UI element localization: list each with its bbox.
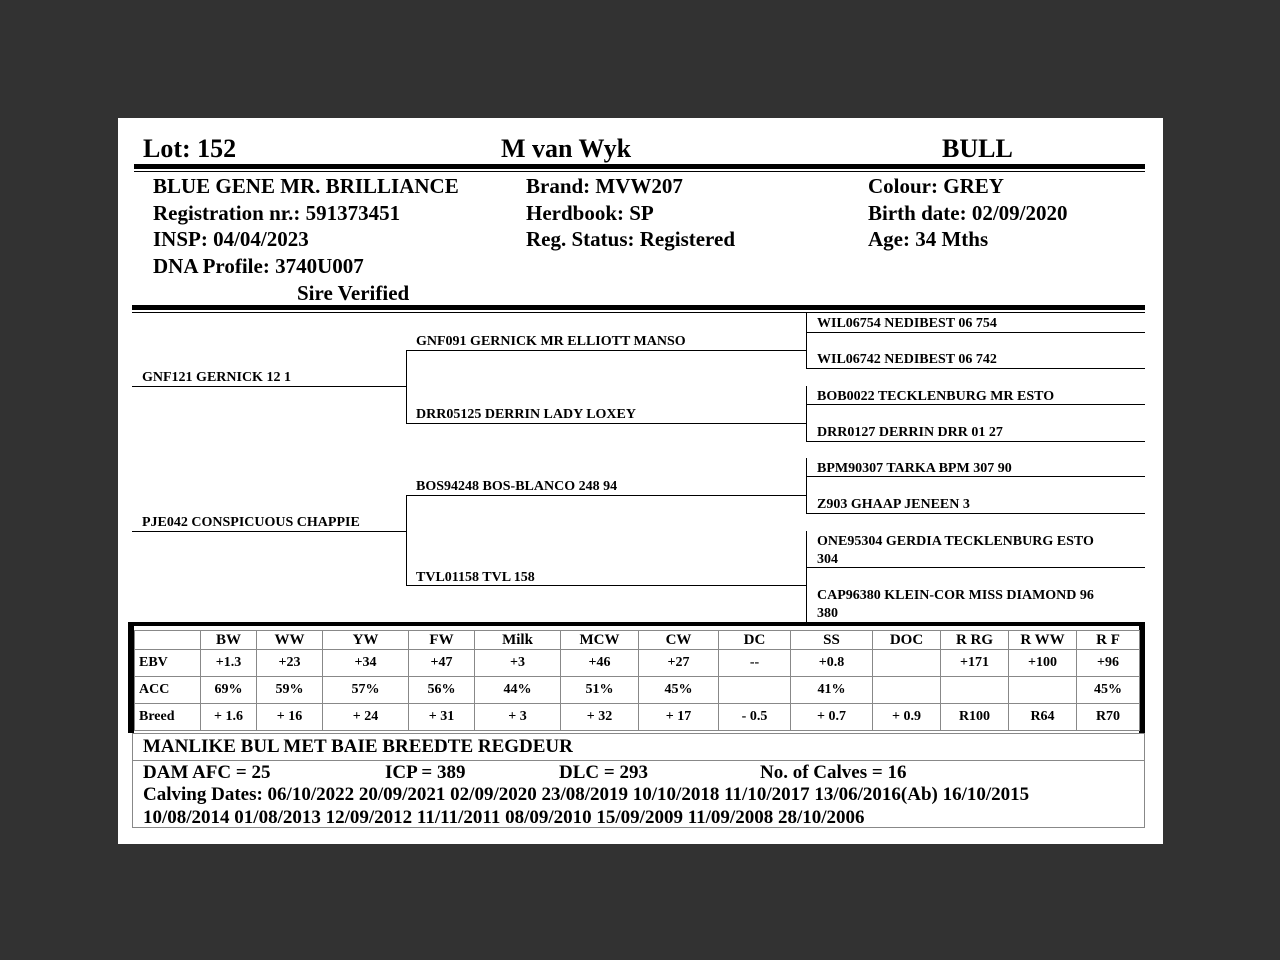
header-rule-thick xyxy=(134,164,1145,169)
ebv-col: DC xyxy=(719,631,791,650)
ebv-table xyxy=(134,630,1140,731)
table-row: Breed + 1.6 + 16 + 24 + 31 + 3 + 32 + 17 - 0.5 + 0.7 + 0.9 R100 R64 R70 xyxy=(135,704,1140,731)
ebv-col: Milk xyxy=(475,631,561,650)
calving-dates-line2: 10/08/2014 01/08/2013 12/09/2012 11/11/2011 08/09/2010 15/09/2009 11/09/2008 28/10/2006 xyxy=(143,807,865,828)
age: Age: 34 Mths xyxy=(868,227,989,251)
dam-icp: ICP = 389 xyxy=(385,762,466,783)
pedigree-sire-sire: GNF091 GERNICK MR ELLIOTT MANSO xyxy=(416,334,686,349)
dam-afc: DAM AFC = 25 xyxy=(143,762,271,783)
lot-number: Lot: 152 xyxy=(143,134,237,163)
ebv-col: DOC xyxy=(873,631,941,650)
pedigree-ddd: CAP96380 KLEIN-COR MISS DIAMOND 96 xyxy=(817,588,1094,603)
calving-dates-line1: Calving Dates: 06/10/2022 20/09/2021 02/09/2020 23/08/2019 10/10/2018 11/10/2017 13/06/2016(Ab) 16/10/2015 xyxy=(143,784,1030,805)
pedigree-ssd: WIL06742 NEDIBEST 06 742 xyxy=(817,352,997,367)
ebv-col: BW xyxy=(201,631,257,650)
brand: Brand: MVW207 xyxy=(526,174,683,198)
remark-box xyxy=(132,733,1145,761)
ebv-col xyxy=(135,631,201,650)
pedigree-dss: BPM90307 TARKA BPM 307 90 xyxy=(817,461,1012,476)
ebv-col: MCW xyxy=(561,631,639,650)
pedigree-sdd: DRR0127 DERRIN DRR 01 27 xyxy=(817,425,1003,440)
pedigree-dam: PJE042 CONSPICUOUS CHAPPIE xyxy=(142,515,360,530)
ebv-col: WW xyxy=(257,631,323,650)
info-rule-thin xyxy=(132,312,1145,313)
pedigree-ddd-cont: 380 xyxy=(817,606,838,621)
ebv-col: FW xyxy=(409,631,475,650)
animal-name: BLUE GENE MR. BRILLIANCE xyxy=(153,174,459,198)
breeder-name: M van Wyk xyxy=(501,134,632,163)
dam-calves: No. of Calves = 16 xyxy=(760,762,907,783)
ebv-header-row xyxy=(135,631,1140,650)
remark-text: MANLIKE BUL MET BAIE BREEDTE REGDEUR xyxy=(143,736,573,757)
birth-date: Birth date: 02/09/2020 xyxy=(868,201,1068,225)
ebv-col: SS xyxy=(791,631,873,650)
info-rule-thick xyxy=(132,305,1145,310)
pedigree-dam-sire: BOS94248 BOS-BLANCO 248 94 xyxy=(416,479,618,494)
reg-status: Reg. Status: Registered xyxy=(526,227,735,251)
inspection-date: INSP: 04/04/2023 xyxy=(153,227,309,251)
pedigree-sire-dam: DRR05125 DERRIN LADY LOXEY xyxy=(416,407,636,422)
pedigree-sds: BOB0022 TECKLENBURG MR ESTO xyxy=(817,389,1055,404)
pedigree-dds: ONE95304 GERDIA TECKLENBURG ESTO xyxy=(817,534,1094,549)
dam-dlc: DLC = 293 xyxy=(559,762,648,783)
lot-card xyxy=(118,118,1163,844)
colour: Colour: GREY xyxy=(868,174,1004,198)
ebv-col: R RG xyxy=(941,631,1009,650)
pedigree-dsd: Z903 GHAAP JENEEN 3 xyxy=(817,497,970,512)
dam-info-box xyxy=(132,760,1145,828)
registration-number: Registration nr.: 591373451 xyxy=(153,201,401,225)
table-row: ACC 69% 59% 57% 56% 44% 51% 45% 41% 45% xyxy=(135,677,1140,704)
pedigree-dds-cont: 304 xyxy=(817,552,838,567)
pedigree-sss: WIL06754 NEDIBEST 06 754 xyxy=(817,316,997,331)
ebv-col: YW xyxy=(323,631,409,650)
ebv-col: R F xyxy=(1077,631,1140,650)
table-row: EBV +1.3 +23 +34 +47 +3 +46 +27 -- +0.8 +171 +100 +96 xyxy=(135,650,1140,677)
herdbook: Herdbook: SP xyxy=(526,201,654,225)
pedigree-sire: GNF121 GERNICK 12 1 xyxy=(142,370,291,385)
ebv-col: R WW xyxy=(1009,631,1077,650)
pedigree-dam-dam: TVL01158 TVL 158 xyxy=(416,570,535,585)
sire-verified: Sire Verified xyxy=(297,281,410,305)
animal-type: BULL xyxy=(942,134,1013,163)
ebv-col: CW xyxy=(639,631,719,650)
dna-profile: DNA Profile: 3740U007 xyxy=(153,254,364,278)
header-rule-thin xyxy=(134,171,1145,172)
